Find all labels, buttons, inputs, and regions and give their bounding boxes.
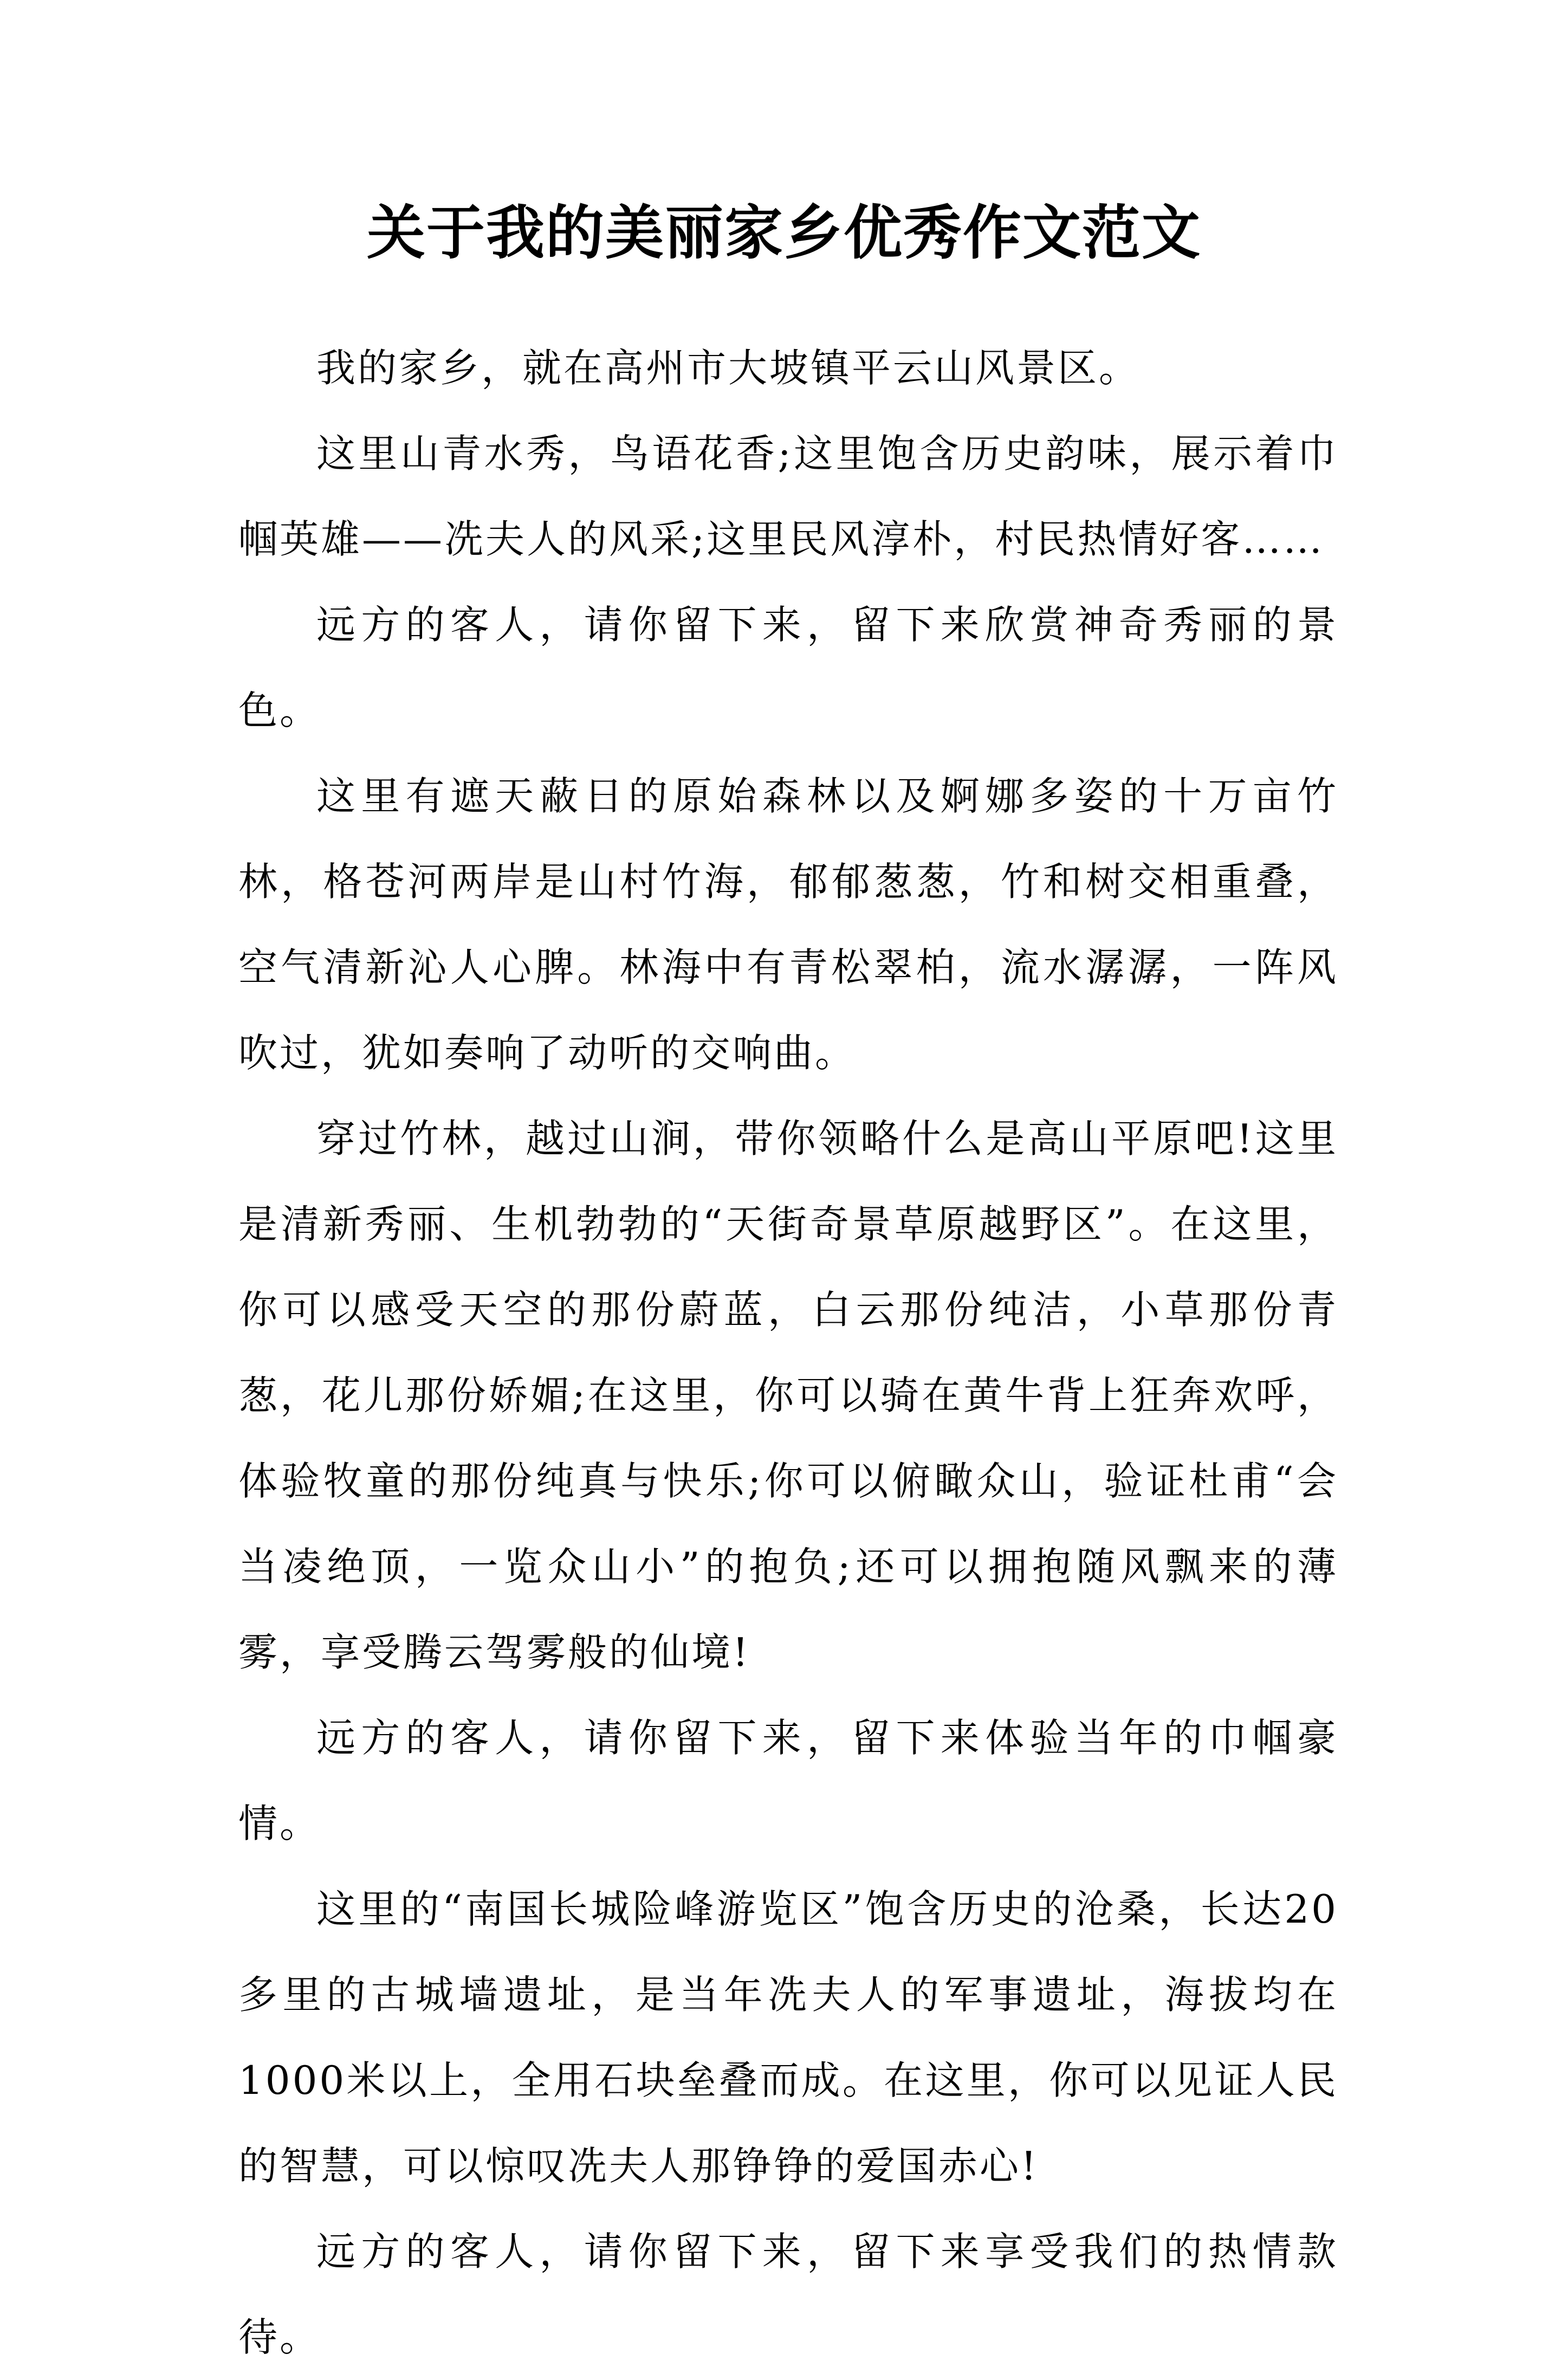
paragraph: 远方的客人，请你留下来，留下来享受我们的热情款待。 xyxy=(238,2229,1338,2360)
paragraph: 远方的客人，请你留下来，留下来欣赏神奇秀丽的景色。 xyxy=(238,602,1338,733)
document-body xyxy=(238,325,1338,2380)
document-title: 关于我的美丽家乡优秀作文范文 xyxy=(366,199,1201,267)
paragraph: 穿过竹林，越过山涧，带你领略什么是高山平原吧!这里是清新秀丽、生机勃勃的“天街奇景草原越野区”。在这里，你可以感受天空的那份蔚蓝，白云那份纯洁，小草那份青葱，花儿那份娇媚;在这里，你可以骑在黄牛背上狂奔欢呼，体验牧童的那份纯真与快乐;你可以俯瞰众山，验证杜甫“会当凌绝顶，一览众山小”的抱负;还可以拥抱随风飘来的薄雾，享受腾云驾雾般的仙境! xyxy=(238,1116,1338,1675)
paragraph: 这里的“南国长城险峰游览区”饱含历史的沧桑，长达20多里的古城墙遗址，是当年冼夫人的军事遗址，海拔均在1000米以上，全用石块垒叠而成。在这里，你可以见证人民的智慧，可以惊叹冼夫人那铮铮的爱国赤心! xyxy=(238,1886,1338,2189)
paragraph: 这里山青水秀，鸟语花香;这里饱含历史韵味，展示着巾帼英雄——冼夫人的风采;这里民风淳朴，村民热情好客…… xyxy=(238,431,1338,562)
paragraph: 这里有遮天蔽日的原始森林以及婀娜多姿的十万亩竹林，格苍河两岸是山村竹海，郁郁葱葱，竹和树交相重叠，空气清新沁人心脾。林海中有青松翠柏，流水潺潺，一阵风吹过，犹如奏响了动听的交响曲。 xyxy=(238,773,1338,1076)
paragraph: 我的家乡，就在高州市大坡镇平云山风景区。 xyxy=(316,345,1141,391)
paragraph: 远方的客人，请你留下来，留下来体验当年的巾帼豪情。 xyxy=(238,1715,1338,1846)
